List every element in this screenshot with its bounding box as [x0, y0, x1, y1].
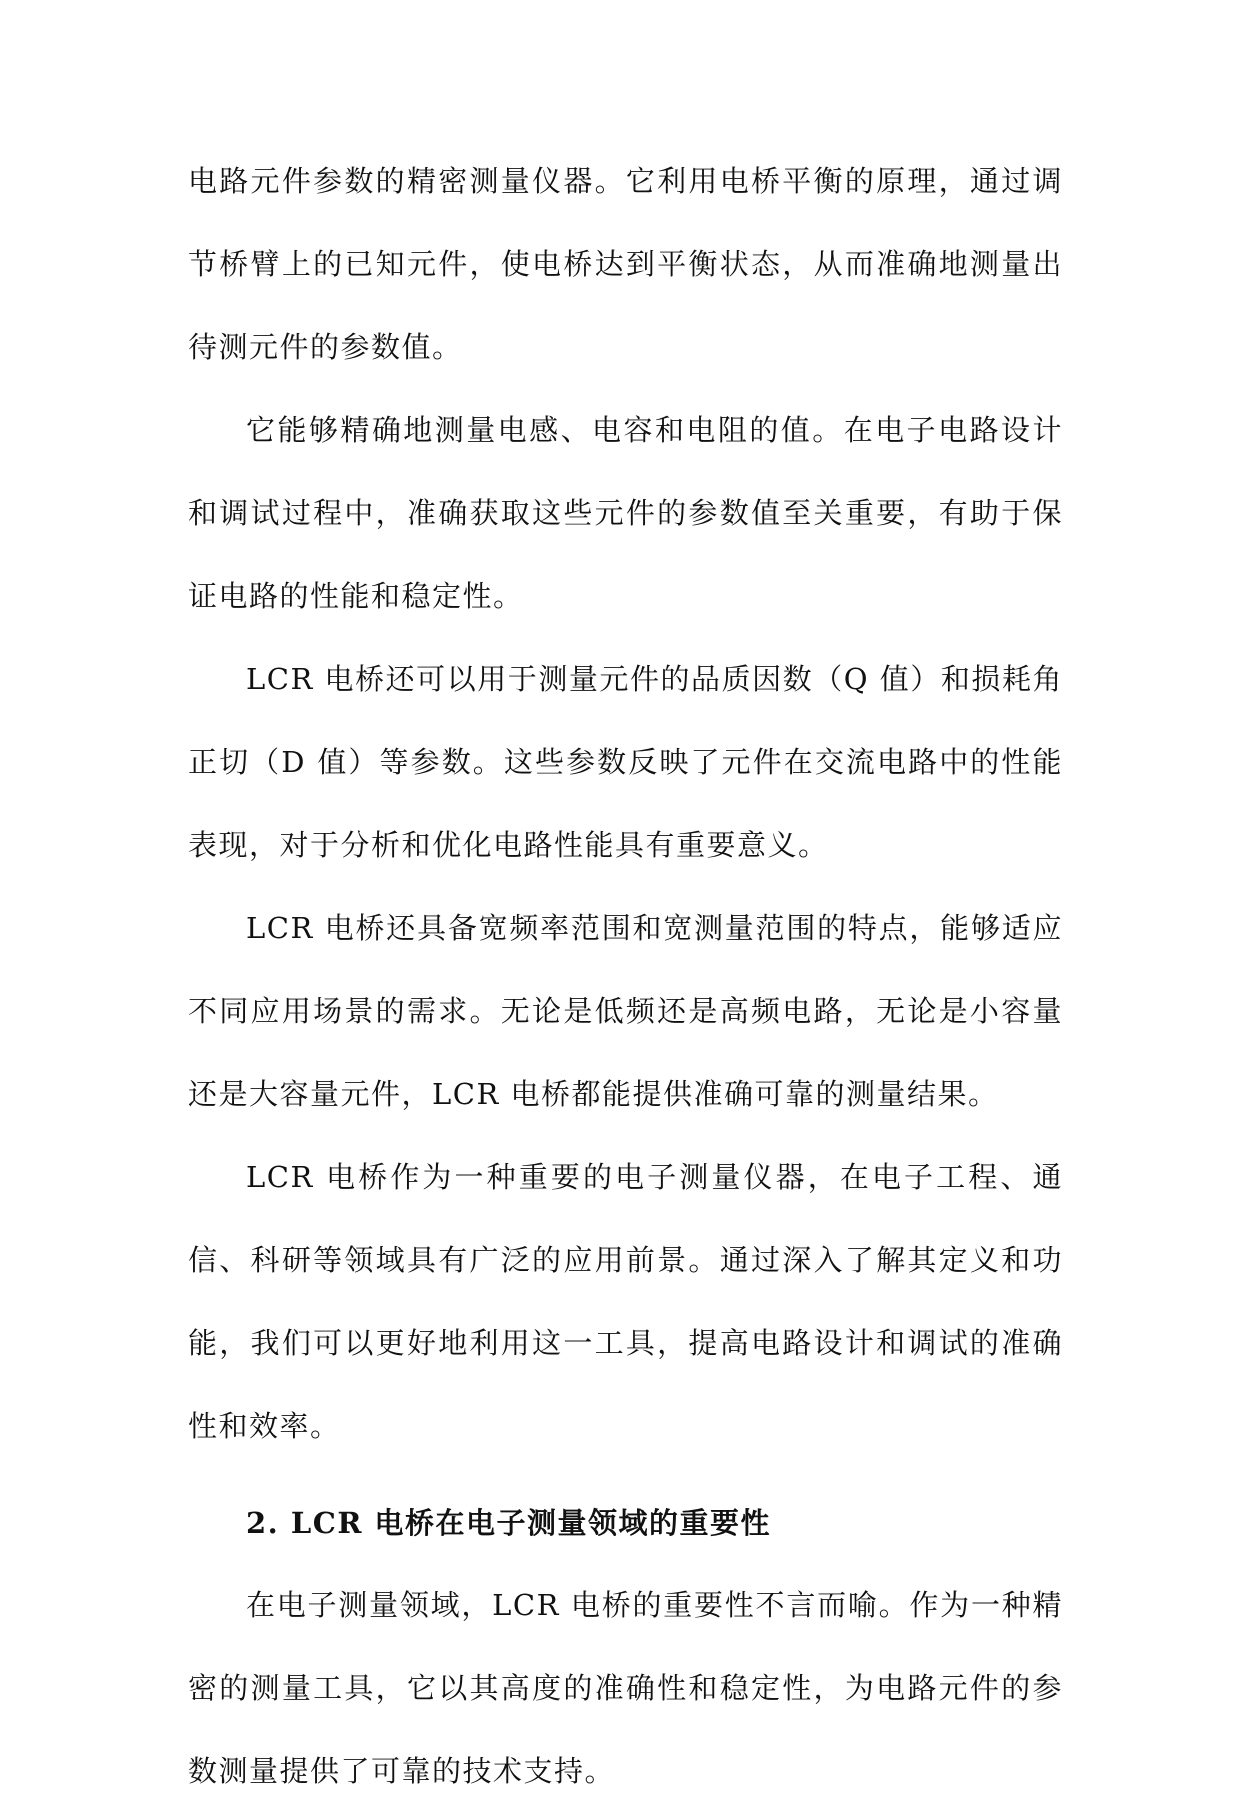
paragraph: LCR 电桥作为一种重要的电子测量仪器，在电子工程、通信、科研等领域具有广泛的应用前景。通过深入了解其定义和功能，我们可以更好地利用这一工具，提高电路设计和调试的准确性和效率。 [188, 1160, 1063, 1443]
section-heading: 2. LCR 电桥在电子测量领域的重要性 [246, 1506, 772, 1540]
paragraph: LCR 电桥还可以用于测量元件的品质因数（Q 值）和损耗角正切（D 值）等参数。这些参数反映了元件在交流电路中的性能表现，对于分析和优化电路性能具有重要意义。 [188, 662, 1063, 862]
paragraph: 在电子测量领域，LCR 电桥的重要性不言而喻。作为一种精密的测量工具，它以其高度的准确性和稳定性，为电路元件的参数测量提供了可靠的技术支持。 [188, 1588, 1063, 1788]
paragraph: 它能够精确地测量电感、电容和电阻的值。在电子电路设计和调试过程中，准确获取这些元件的参数值至关重要，有助于保证电路的性能和稳定性。 [188, 413, 1063, 613]
document-body [188, 140, 1063, 1813]
paragraph: 电路元件参数的精密测量仪器。它利用电桥平衡的原理，通过调节桥臂上的已知元件，使电桥达到平衡状态，从而准确地测量出待测元件的参数值。 [188, 164, 1063, 364]
paragraph: LCR 电桥还具备宽频率范围和宽测量范围的特点，能够适应不同应用场景的需求。无论是低频还是高频电路，无论是小容量还是大容量元件，LCR 电桥都能提供准确可靠的测量结果。 [188, 911, 1063, 1111]
